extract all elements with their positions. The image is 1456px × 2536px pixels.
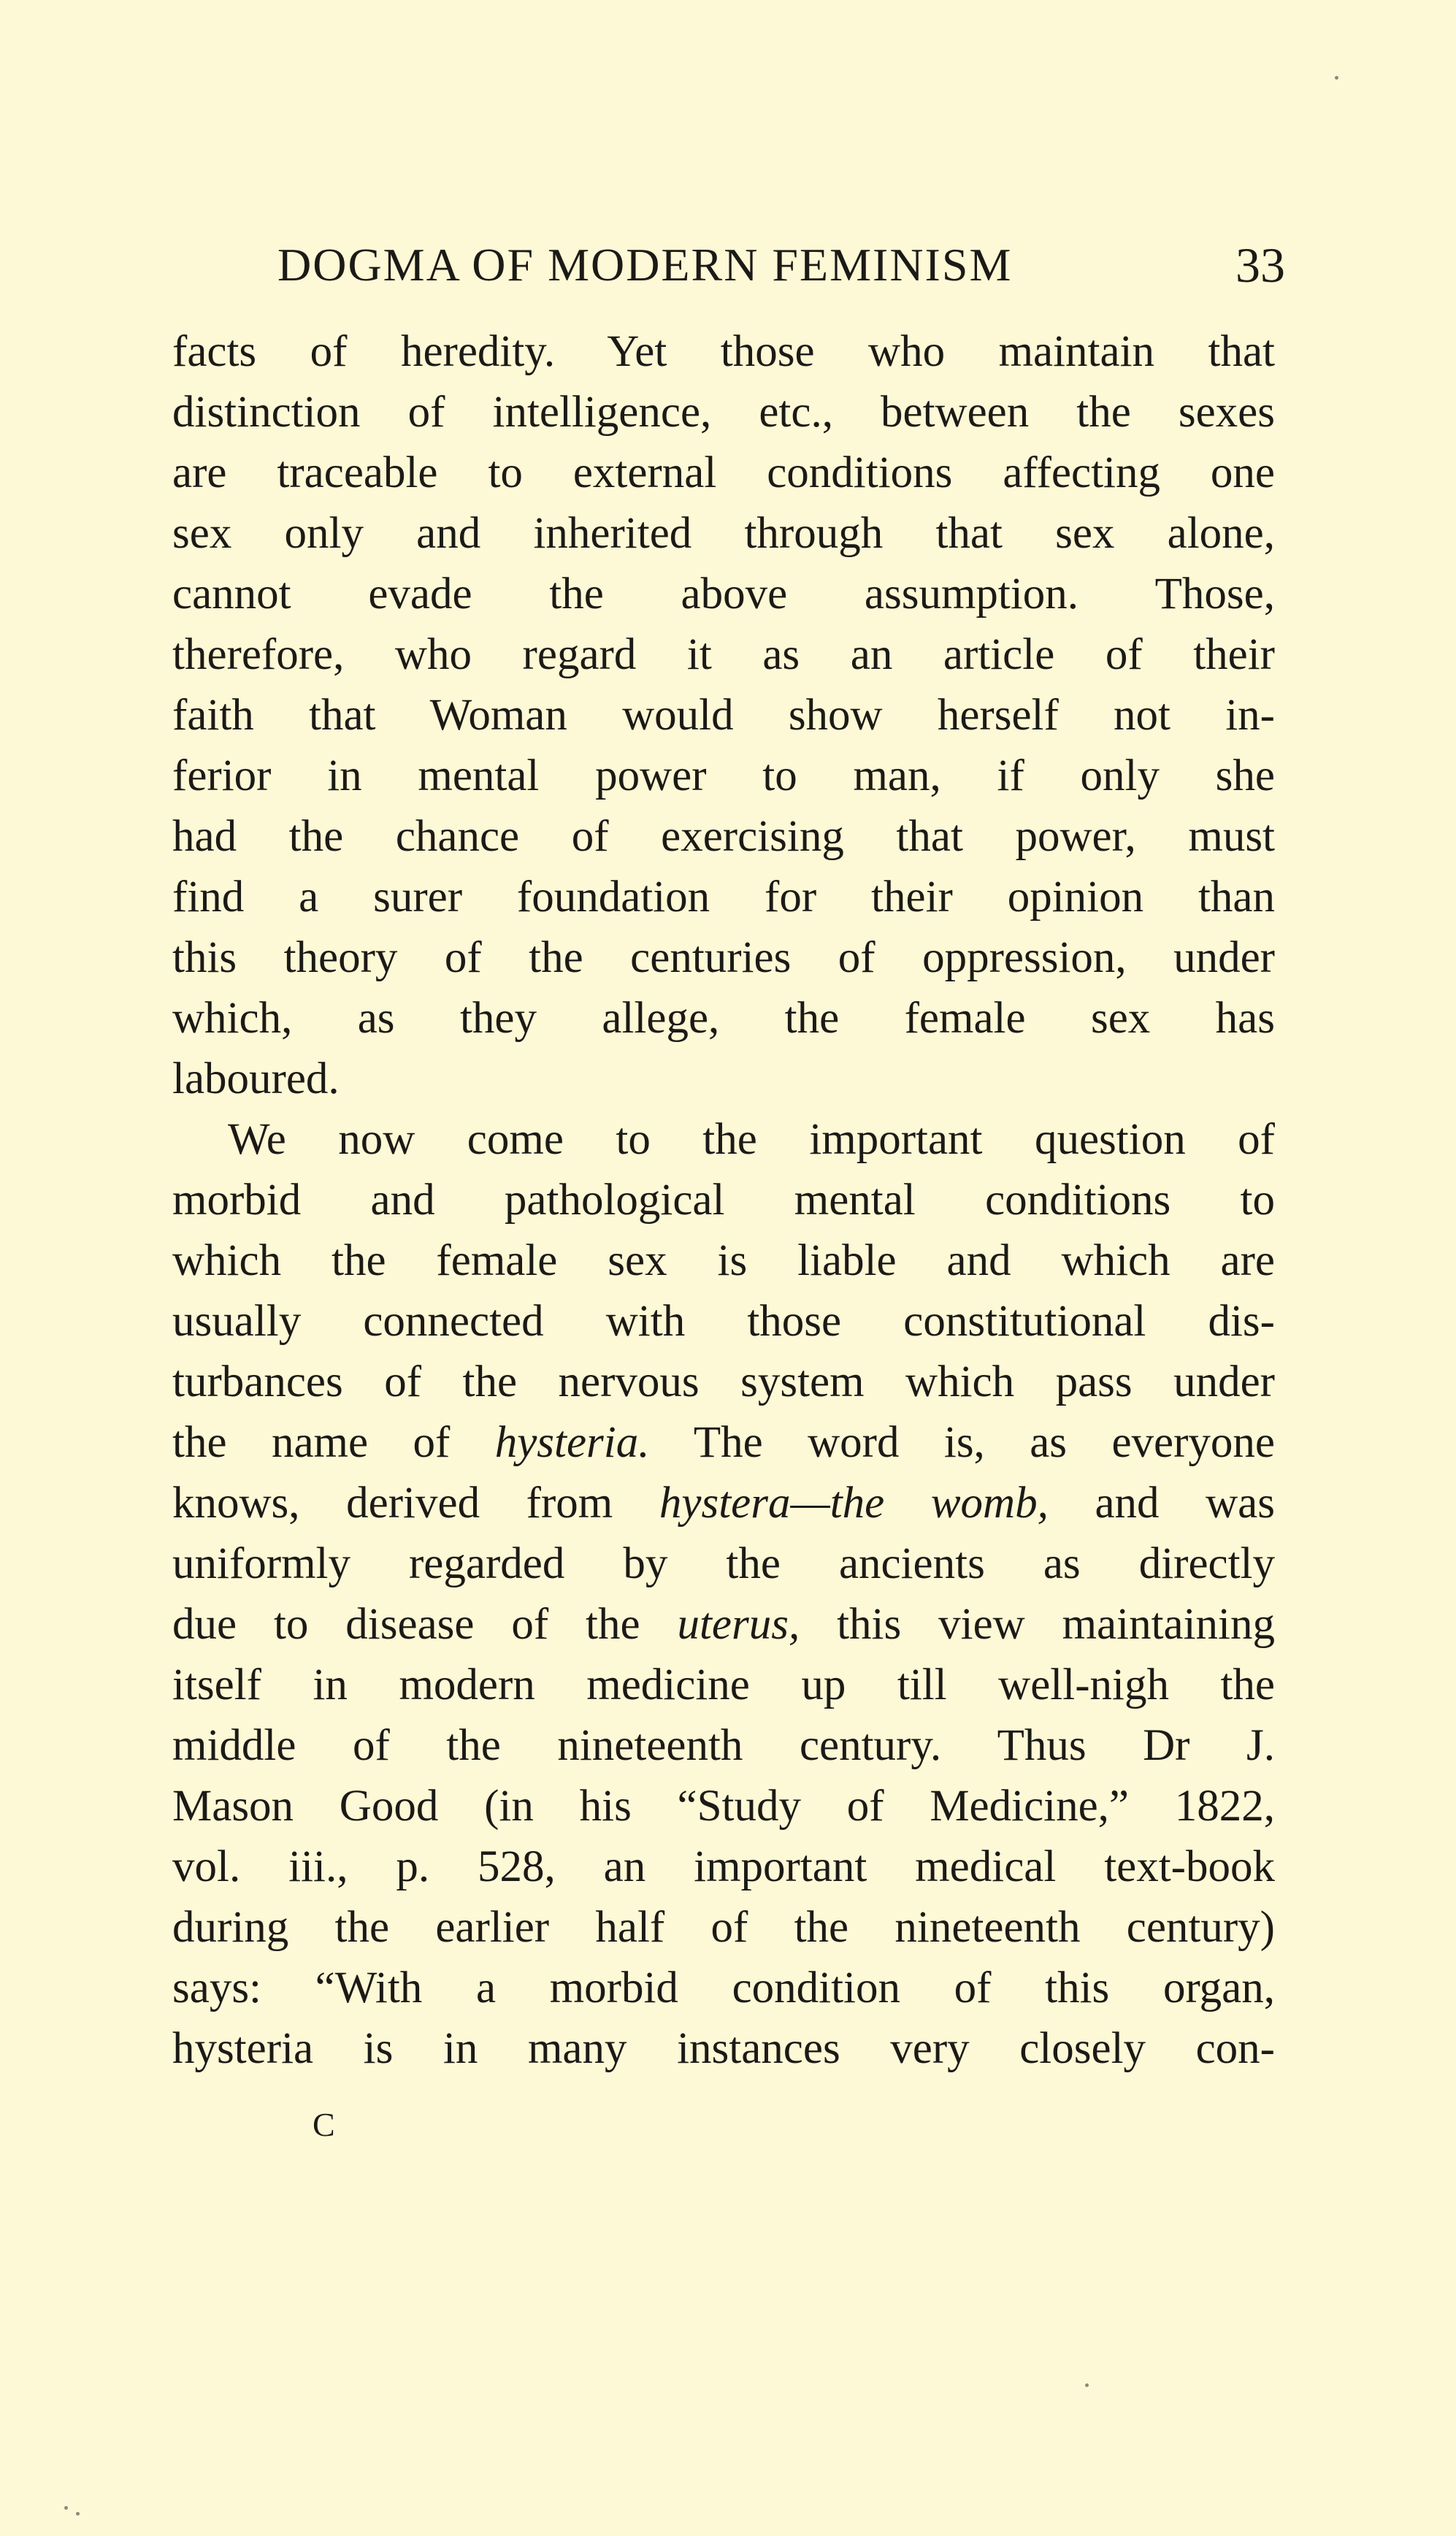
text-segment: the name of [172, 1418, 495, 1467]
text-line: laboured. [172, 1054, 340, 1103]
text-line: itself in modern medicine up till well-nigh the [172, 1660, 1275, 1709]
text-line: middle of the nineteenth century. Thus Dr J. [172, 1721, 1275, 1770]
italic-term: hystera—the womb, [659, 1479, 1049, 1528]
text-line: facts of heredity. Yet those who maintain that [172, 327, 1275, 376]
text-line: vol. iii., p. 528, an important medical text-book [172, 1842, 1275, 1891]
text-line: morbid and pathological mental conditions to [172, 1176, 1275, 1225]
text-line: Mason Good (in his “Study of Medicine,” 1822, [172, 1782, 1275, 1831]
text-line: find a surer foundation for their opinion than [172, 873, 1275, 922]
text-line [172, 1594, 1275, 1655]
page-number: 33 [1235, 237, 1285, 293]
text-line: hysteria is in many instances very closely con- [172, 2024, 1275, 2073]
text-line: says: “With a morbid condition of this organ, [172, 1964, 1275, 2012]
italic-term: hysteria. [494, 1418, 650, 1467]
paper-speck [76, 2512, 80, 2516]
text-line [172, 1473, 1275, 1533]
text-line: which, as they allege, the female sex has [172, 994, 1275, 1043]
text-line: cannot evade the above assumption. Those, [172, 570, 1275, 618]
text-line: ferior in mental power to man, if only she [172, 751, 1275, 800]
running-title: DOGMA OF MODERN FEMINISM [277, 239, 1013, 291]
body-text [172, 321, 1275, 2079]
text-line: distinction of intelligence, etc., between the sexes [172, 388, 1275, 437]
text-segment: knows, derived from [172, 1479, 659, 1528]
paper-speck [64, 2506, 68, 2510]
signature-mark: C [313, 2106, 337, 2143]
paper-speck [1335, 76, 1338, 80]
text-line: uniformly regarded by the ancients as directly [172, 1539, 1275, 1588]
text-line: during the earlier half of the nineteenth century) [172, 1903, 1275, 1952]
text-line: therefore, who regard it as an article of their [172, 630, 1275, 679]
text-line: turbances of the nervous system which pass under [172, 1357, 1275, 1406]
text-line: are traceable to external conditions affecting one [172, 448, 1275, 497]
paper-speck [1085, 2383, 1089, 2387]
text-line: usually connected with those constitutional dis- [172, 1297, 1275, 1346]
text-line [172, 1412, 1275, 1473]
text-line: sex only and inherited through that sex alone, [172, 509, 1275, 558]
text-line: faith that Woman would show herself not in- [172, 691, 1275, 740]
text-line: had the chance of exercising that power, must [172, 812, 1275, 861]
text-line: this theory of the centuries of oppression, under [172, 933, 1275, 982]
text-segment: and was [1048, 1479, 1275, 1528]
text-line: which the female sex is liable and which are [172, 1236, 1275, 1285]
running-head [277, 232, 1285, 298]
text-segment: this view maintaining [800, 1600, 1275, 1649]
text-segment: due to disease of the [172, 1600, 678, 1649]
text-segment: The word is, as everyone [649, 1418, 1276, 1467]
italic-term: uterus, [677, 1600, 800, 1649]
text-line: We now come to the important question of [228, 1115, 1275, 1164]
